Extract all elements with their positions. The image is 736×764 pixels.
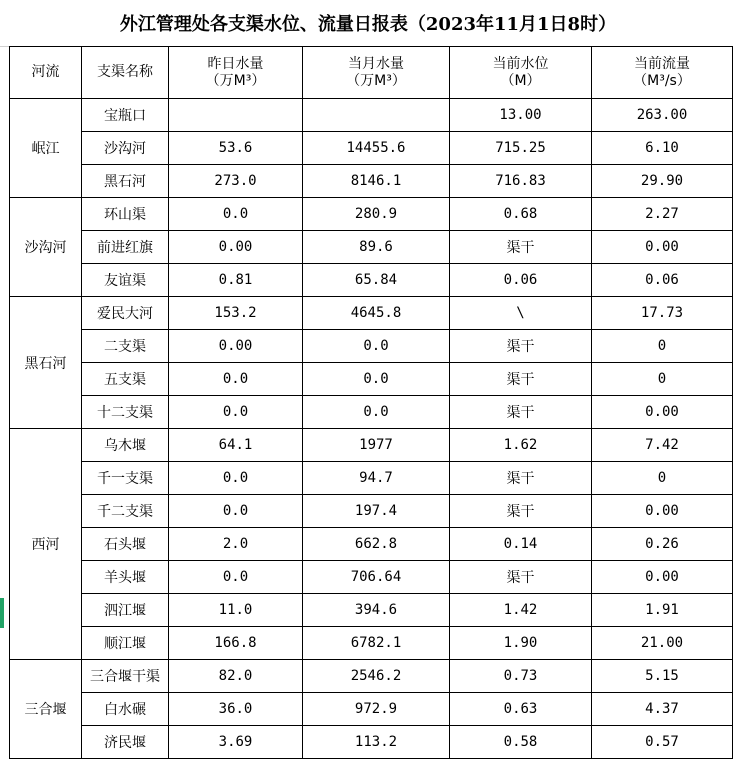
canal-name-cell: 友谊渠 bbox=[82, 264, 169, 297]
yesterday-volume-cell: 0.0 bbox=[169, 495, 303, 528]
yesterday-volume-cell: 0.0 bbox=[169, 198, 303, 231]
current-flow-cell: 0 bbox=[592, 462, 733, 495]
canal-name-cell: 爱民大河 bbox=[82, 297, 169, 330]
month-volume-cell: 197.4 bbox=[303, 495, 450, 528]
current-flow-cell: 263.00 bbox=[592, 99, 733, 132]
header-row bbox=[10, 47, 733, 99]
month-volume-cell: 1977 bbox=[303, 429, 450, 462]
yesterday-volume-cell: 0.0 bbox=[169, 462, 303, 495]
month-volume-cell: 4645.8 bbox=[303, 297, 450, 330]
yesterday-volume-cell: 53.6 bbox=[169, 132, 303, 165]
month-volume-cell: 394.6 bbox=[303, 594, 450, 627]
current-level-cell: 1.42 bbox=[450, 594, 592, 627]
report-body bbox=[10, 99, 733, 759]
water-report-table bbox=[9, 46, 733, 759]
yesterday-volume-cell: 0.0 bbox=[169, 396, 303, 429]
header-level-unit: （M） bbox=[500, 72, 541, 89]
canal-name-cell: 黑石河 bbox=[82, 165, 169, 198]
canal-name-cell: 顺江堰 bbox=[82, 627, 169, 660]
current-flow-cell: 0 bbox=[592, 330, 733, 363]
current-flow-cell: 21.00 bbox=[592, 627, 733, 660]
header-current-level bbox=[450, 47, 592, 99]
table-row bbox=[10, 99, 733, 132]
current-flow-cell: 17.73 bbox=[592, 297, 733, 330]
month-volume-cell bbox=[303, 99, 450, 132]
canal-name-cell: 十二支渠 bbox=[82, 396, 169, 429]
yesterday-volume-cell: 0.00 bbox=[169, 231, 303, 264]
month-volume-cell: 706.64 bbox=[303, 561, 450, 594]
current-level-cell: \ bbox=[450, 297, 592, 330]
sheet-gridline bbox=[0, 46, 9, 47]
yesterday-volume-cell: 0.0 bbox=[169, 363, 303, 396]
table-row bbox=[10, 594, 733, 627]
month-volume-cell: 8146.1 bbox=[303, 165, 450, 198]
month-volume-cell: 89.6 bbox=[303, 231, 450, 264]
current-flow-cell: 0.00 bbox=[592, 231, 733, 264]
current-level-cell: 渠干 bbox=[450, 462, 592, 495]
yesterday-volume-cell: 273.0 bbox=[169, 165, 303, 198]
canal-name-cell: 三合堰干渠 bbox=[82, 660, 169, 693]
current-level-cell: 0.14 bbox=[450, 528, 592, 561]
current-flow-cell: 5.15 bbox=[592, 660, 733, 693]
yesterday-volume-cell: 36.0 bbox=[169, 693, 303, 726]
table-row bbox=[10, 693, 733, 726]
month-volume-cell: 2546.2 bbox=[303, 660, 450, 693]
header-current-flow bbox=[592, 47, 733, 99]
table-row bbox=[10, 726, 733, 759]
canal-name-cell: 济民堰 bbox=[82, 726, 169, 759]
current-level-cell: 渠干 bbox=[450, 495, 592, 528]
current-flow-cell: 0.00 bbox=[592, 561, 733, 594]
table-row bbox=[10, 132, 733, 165]
yesterday-volume-cell bbox=[169, 99, 303, 132]
yesterday-volume-cell: 82.0 bbox=[169, 660, 303, 693]
month-volume-cell: 0.0 bbox=[303, 330, 450, 363]
canal-name-cell: 二支渠 bbox=[82, 330, 169, 363]
current-level-cell: 1.62 bbox=[450, 429, 592, 462]
yesterday-volume-cell: 166.8 bbox=[169, 627, 303, 660]
current-flow-cell: 6.10 bbox=[592, 132, 733, 165]
table-row bbox=[10, 264, 733, 297]
month-volume-cell: 6782.1 bbox=[303, 627, 450, 660]
table-row bbox=[10, 495, 733, 528]
canal-name-cell: 前进红旗 bbox=[82, 231, 169, 264]
current-level-cell: 0.73 bbox=[450, 660, 592, 693]
header-month-label: 当月水量 bbox=[348, 55, 404, 72]
yesterday-volume-cell: 0.81 bbox=[169, 264, 303, 297]
table-row bbox=[10, 429, 733, 462]
yesterday-volume-cell: 11.0 bbox=[169, 594, 303, 627]
month-volume-cell: 662.8 bbox=[303, 528, 450, 561]
header-canal: 支渠名称 bbox=[82, 47, 169, 99]
report-title: 外江管理处各支渠水位、流量日报表（2023年11月1日8时） bbox=[119, 14, 617, 35]
header-flow-unit: （M³/s） bbox=[633, 72, 691, 89]
current-level-cell: 715.25 bbox=[450, 132, 592, 165]
current-level-cell: 0.63 bbox=[450, 693, 592, 726]
table-row bbox=[10, 561, 733, 594]
river-group-cell: 三合堰 bbox=[10, 660, 82, 759]
current-level-cell: 0.68 bbox=[450, 198, 592, 231]
canal-name-cell: 泗江堰 bbox=[82, 594, 169, 627]
current-flow-cell: 29.90 bbox=[592, 165, 733, 198]
table-row bbox=[10, 462, 733, 495]
river-group-cell: 沙沟河 bbox=[10, 198, 82, 297]
current-flow-cell: 0.00 bbox=[592, 396, 733, 429]
canal-name-cell: 沙沟河 bbox=[82, 132, 169, 165]
current-level-cell: 13.00 bbox=[450, 99, 592, 132]
current-level-cell: 0.58 bbox=[450, 726, 592, 759]
canal-name-cell: 羊头堰 bbox=[82, 561, 169, 594]
current-flow-cell: 1.91 bbox=[592, 594, 733, 627]
canal-name-cell: 环山渠 bbox=[82, 198, 169, 231]
canal-name-cell: 石头堰 bbox=[82, 528, 169, 561]
current-flow-cell: 4.37 bbox=[592, 693, 733, 726]
header-flow-label: 当前流量 bbox=[634, 55, 690, 72]
current-flow-cell: 0.06 bbox=[592, 264, 733, 297]
yesterday-volume-cell: 0.0 bbox=[169, 561, 303, 594]
current-flow-cell: 0.57 bbox=[592, 726, 733, 759]
canal-name-cell: 五支渠 bbox=[82, 363, 169, 396]
table-row bbox=[10, 198, 733, 231]
current-level-cell: 0.06 bbox=[450, 264, 592, 297]
current-level-cell: 1.90 bbox=[450, 627, 592, 660]
table-row bbox=[10, 363, 733, 396]
table-row bbox=[10, 660, 733, 693]
row-selection-marker bbox=[0, 598, 4, 628]
table-row bbox=[10, 297, 733, 330]
current-level-cell: 渠干 bbox=[450, 231, 592, 264]
header-river: 河流 bbox=[10, 47, 82, 99]
current-level-cell: 渠干 bbox=[450, 396, 592, 429]
header-level-label: 当前水位 bbox=[492, 55, 549, 72]
canal-name-cell: 乌木堰 bbox=[82, 429, 169, 462]
canal-name-cell: 千一支渠 bbox=[82, 462, 169, 495]
yesterday-volume-cell: 2.0 bbox=[169, 528, 303, 561]
yesterday-volume-cell: 64.1 bbox=[169, 429, 303, 462]
river-group-cell: 黑石河 bbox=[10, 297, 82, 429]
current-flow-cell: 0.00 bbox=[592, 495, 733, 528]
month-volume-cell: 0.0 bbox=[303, 396, 450, 429]
current-flow-cell: 7.42 bbox=[592, 429, 733, 462]
current-flow-cell: 0 bbox=[592, 363, 733, 396]
current-flow-cell: 2.27 bbox=[592, 198, 733, 231]
month-volume-cell: 972.9 bbox=[303, 693, 450, 726]
month-volume-cell: 113.2 bbox=[303, 726, 450, 759]
table-row bbox=[10, 165, 733, 198]
current-level-cell: 渠干 bbox=[450, 330, 592, 363]
yesterday-volume-cell: 153.2 bbox=[169, 297, 303, 330]
current-level-cell: 716.83 bbox=[450, 165, 592, 198]
current-level-cell: 渠干 bbox=[450, 561, 592, 594]
header-yesterday-label: 昨日水量 bbox=[207, 55, 264, 72]
header-month-unit: （万M³） bbox=[346, 72, 406, 89]
table-row bbox=[10, 396, 733, 429]
canal-name-cell: 宝瓶口 bbox=[82, 99, 169, 132]
river-group-cell: 西河 bbox=[10, 429, 82, 660]
current-level-cell: 渠干 bbox=[450, 363, 592, 396]
header-yesterday-volume bbox=[169, 47, 303, 99]
canal-name-cell: 白水碾 bbox=[82, 693, 169, 726]
current-flow-cell: 0.26 bbox=[592, 528, 733, 561]
header-month-volume bbox=[303, 47, 450, 99]
month-volume-cell: 280.9 bbox=[303, 198, 450, 231]
canal-name-cell: 千二支渠 bbox=[82, 495, 169, 528]
river-group-cell: 岷江 bbox=[10, 99, 82, 198]
table-row bbox=[10, 627, 733, 660]
month-volume-cell: 65.84 bbox=[303, 264, 450, 297]
table-row bbox=[10, 528, 733, 561]
header-yesterday-unit: （万M³） bbox=[205, 72, 266, 89]
yesterday-volume-cell: 0.00 bbox=[169, 330, 303, 363]
table-row bbox=[10, 231, 733, 264]
table-row bbox=[10, 330, 733, 363]
yesterday-volume-cell: 3.69 bbox=[169, 726, 303, 759]
month-volume-cell: 14455.6 bbox=[303, 132, 450, 165]
month-volume-cell: 94.7 bbox=[303, 462, 450, 495]
month-volume-cell: 0.0 bbox=[303, 363, 450, 396]
